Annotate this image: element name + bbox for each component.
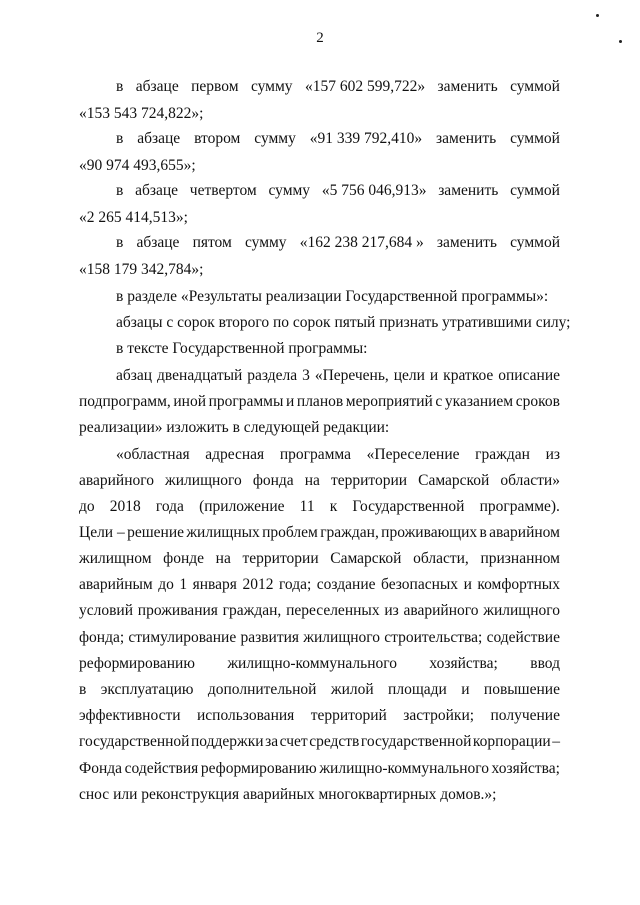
- text-line: [116, 181, 560, 201]
- text-line: [79, 497, 560, 517]
- text-word: заменить: [436, 234, 497, 251]
- text-word: заменить: [437, 78, 498, 95]
- text-word: эксплуатацию: [100, 681, 194, 698]
- text-word: «областная: [116, 446, 190, 463]
- text-line: [79, 732, 560, 752]
- text-word: Фонда: [79, 760, 123, 777]
- scan-speck: [596, 14, 599, 17]
- text-word: –: [552, 733, 560, 750]
- text-word: жилищно-коммунального: [319, 760, 489, 777]
- text-word: сумму: [250, 78, 293, 95]
- text-word: абзац: [116, 367, 153, 384]
- text-line: [79, 785, 560, 805]
- text-line: [79, 523, 560, 543]
- text-run: «153 543 724,822»;: [79, 105, 204, 122]
- text-word: 11: [299, 498, 315, 515]
- text-word: абзаце: [137, 130, 181, 147]
- text-line: [79, 680, 560, 700]
- text-word: «162 238 217,684 »: [299, 234, 424, 251]
- text-line: [79, 549, 560, 569]
- text-line: [116, 287, 560, 307]
- text-word: аварийном: [489, 524, 560, 541]
- text-word: жилищного: [483, 602, 560, 619]
- text-word: из: [545, 446, 560, 463]
- text-word: содействие: [486, 629, 560, 646]
- text-word: к: [329, 498, 338, 515]
- text-word: сумму: [254, 130, 296, 147]
- text-word: создание: [316, 576, 376, 593]
- text-word: планов: [296, 393, 344, 410]
- text-line: [116, 366, 560, 386]
- text-word: эффективности: [79, 707, 181, 724]
- text-word: жилищно-коммунального: [227, 655, 397, 672]
- text-line: [116, 445, 560, 465]
- text-line: [79, 471, 560, 491]
- text-word: площади: [388, 681, 447, 698]
- text-word: абзаце: [135, 182, 179, 199]
- text-word: государственной: [360, 733, 472, 750]
- text-word: на: [304, 472, 320, 489]
- text-line: [116, 129, 560, 149]
- text-word: хозяйства;: [429, 655, 498, 672]
- text-word: фонда;: [79, 629, 125, 646]
- text-word: Цели –: [79, 524, 125, 541]
- text-word: в: [116, 130, 124, 147]
- text-word: адресная: [205, 446, 265, 463]
- text-word: «Переселение: [366, 446, 460, 463]
- text-word: «91 339 792,410»: [309, 130, 423, 147]
- text-word: жилищном: [79, 550, 152, 567]
- text-line: [79, 654, 560, 674]
- text-line: [116, 339, 560, 359]
- text-word: программе).: [479, 498, 560, 515]
- text-word: аварийным: [79, 576, 153, 593]
- text-word: проживающих: [381, 524, 478, 541]
- text-word: аварийного: [403, 602, 479, 619]
- text-line: [79, 628, 560, 648]
- text-word: переселенных: [286, 602, 380, 619]
- text-word: фонда: [252, 472, 294, 489]
- text-word: цели: [393, 367, 425, 384]
- text-word: граждан,: [320, 524, 379, 541]
- text-word: территории: [330, 472, 408, 489]
- page-number: 2: [316, 30, 324, 46]
- text-word: «5 756 046,913»: [321, 182, 427, 199]
- text-word: до: [79, 498, 95, 515]
- text-word: решение: [127, 524, 184, 541]
- text-word: аварийного: [79, 472, 154, 489]
- text-line: [79, 208, 560, 228]
- text-word: года: [155, 498, 184, 515]
- text-word: двенадцатый: [157, 367, 243, 384]
- text-word: и: [461, 681, 470, 698]
- text-word: в: [479, 524, 487, 541]
- text-word: программа: [279, 446, 352, 463]
- text-word: 2012: [242, 576, 274, 593]
- text-word: в: [116, 78, 124, 95]
- text-word: реформированию: [200, 760, 317, 777]
- text-line: [116, 233, 560, 253]
- text-word: признанном: [480, 550, 560, 567]
- text-run: снос или реконструкция аварийных многоквартирных домов.»;: [79, 786, 497, 803]
- text-run: «158 179 342,784»;: [79, 261, 204, 278]
- text-run: реализации» изложить в следующей редакции:: [79, 419, 390, 436]
- text-word: жилой: [330, 681, 374, 698]
- text-word: развития: [240, 629, 300, 646]
- text-word: абзаце: [136, 234, 180, 251]
- text-word: получение: [490, 707, 560, 724]
- text-word: и: [286, 393, 295, 410]
- text-line: [79, 104, 560, 124]
- text-word: жилищного: [303, 629, 381, 646]
- text-word: сроков: [515, 393, 560, 410]
- text-word: Самарской: [418, 472, 490, 489]
- text-word: счет: [279, 733, 308, 750]
- text-word: ввод: [530, 655, 560, 672]
- text-word: комфортных: [477, 576, 560, 593]
- scan-speck: [619, 40, 622, 43]
- text-word: безопасных: [381, 576, 459, 593]
- text-word: программы: [208, 393, 284, 410]
- text-word: за: [265, 733, 279, 750]
- text-word: суммой: [510, 182, 560, 199]
- text-word: строительства;: [384, 629, 483, 646]
- text-line: [79, 156, 560, 176]
- text-word: с: [435, 393, 443, 410]
- text-word: в: [79, 681, 87, 698]
- text-word: первом: [191, 78, 239, 95]
- text-word: абзаце: [135, 78, 179, 95]
- text-line: [79, 575, 560, 595]
- text-word: описание: [498, 367, 560, 384]
- text-word: граждан: [475, 446, 530, 463]
- text-run: абзацы с сорок второго по сорок пятый признать утратившими силу;: [116, 314, 571, 331]
- text-word: средств: [309, 733, 360, 750]
- text-line: [116, 77, 560, 97]
- text-word: области,: [413, 550, 469, 567]
- text-word: жилищных: [186, 524, 260, 541]
- text-word: суммой: [510, 130, 560, 147]
- text-word: граждан,: [222, 602, 282, 619]
- text-word: использования: [196, 707, 295, 724]
- text-word: жилищного: [165, 472, 242, 489]
- text-word: втором: [194, 130, 241, 147]
- text-word: 2018: [109, 498, 141, 515]
- text-word: стимулирование: [128, 629, 237, 646]
- text-line: [79, 706, 560, 726]
- text-word: пятом: [192, 234, 232, 251]
- text-word: содействия: [124, 760, 199, 777]
- text-line: [79, 759, 560, 779]
- text-word: заменить: [436, 130, 497, 147]
- text-word: дополнительной: [207, 681, 317, 698]
- text-word: в: [116, 234, 124, 251]
- text-run: в тексте Государственной программы:: [116, 340, 368, 357]
- text-word: суммой: [510, 78, 560, 95]
- text-word: из: [384, 602, 399, 619]
- text-word: на: [215, 550, 231, 567]
- text-line: [79, 418, 560, 438]
- text-word: года;: [278, 576, 312, 593]
- text-word: условий: [79, 602, 134, 619]
- text-word: «Перечень,: [314, 367, 389, 384]
- text-run: в разделе «Результаты реализации Государственной программы»:: [116, 288, 549, 305]
- text-line: [79, 601, 560, 621]
- text-word: фонде: [163, 550, 205, 567]
- text-line: [116, 313, 571, 333]
- text-word: Самарской: [330, 550, 402, 567]
- text-word: подпрограмм,: [79, 393, 171, 410]
- text-word: иной: [173, 393, 206, 410]
- text-word: проживания: [137, 602, 218, 619]
- text-word: проблем: [262, 524, 318, 541]
- text-word: января: [192, 576, 237, 593]
- text-word: 1: [179, 576, 188, 593]
- text-word: и: [429, 367, 439, 384]
- text-word: области»: [500, 472, 560, 489]
- text-word: застройки;: [403, 707, 475, 724]
- text-word: Государственной: [352, 498, 465, 515]
- text-word: четвертом: [189, 182, 257, 199]
- text-word: суммой: [510, 234, 560, 251]
- text-word: (приложение: [199, 498, 285, 515]
- text-word: заменить: [438, 182, 499, 199]
- text-word: поддержки: [191, 733, 264, 750]
- text-word: повышение: [483, 681, 560, 698]
- text-word: территорий: [310, 707, 387, 724]
- text-word: указанием: [444, 393, 514, 410]
- text-word: до: [158, 576, 174, 593]
- text-word: «157 602 599,722»: [304, 78, 426, 95]
- text-line: [79, 392, 560, 412]
- text-word: раздела: [247, 367, 298, 384]
- text-run: «90 974 493,655»;: [79, 157, 196, 174]
- text-line: [79, 260, 560, 280]
- text-word: корпорации: [472, 733, 551, 750]
- text-word: 3: [302, 367, 310, 384]
- text-word: реформированию: [79, 655, 195, 672]
- text-run: «2 265 414,513»;: [79, 209, 188, 226]
- text-word: сумму: [268, 182, 311, 199]
- text-word: государственной: [79, 733, 190, 750]
- text-word: краткое: [443, 367, 494, 384]
- text-word: хозяйства;: [491, 760, 560, 777]
- text-word: и: [463, 576, 472, 593]
- text-word: территории: [242, 550, 319, 567]
- text-word: в: [116, 182, 124, 199]
- text-word: мероприятий: [345, 393, 433, 410]
- text-word: сумму: [244, 234, 287, 251]
